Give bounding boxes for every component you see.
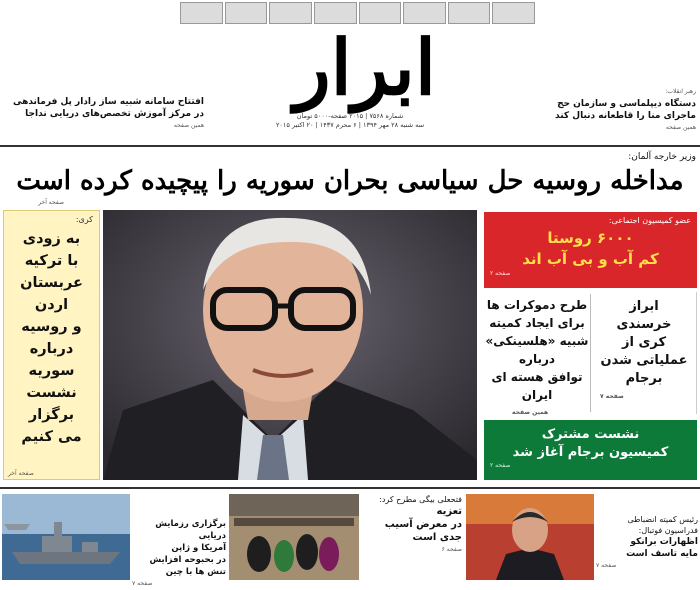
box-line: سوریه [28, 363, 75, 379]
page-ref: صفحه آخر [8, 470, 34, 477]
masthead-cell [403, 2, 446, 24]
teaser-title: جدی است [412, 532, 462, 543]
teaser-title: آمریکا و ژاپن [171, 543, 226, 553]
teaser-line: عملیاتی شدن [600, 353, 688, 368]
teaser-title: افتتاح سامانه شبیه ساز رادار پل فرماندهی [12, 97, 204, 107]
masthead-cell [225, 2, 268, 24]
teaser-line: ابراز [629, 299, 659, 314]
kerry-box[interactable] [3, 210, 100, 480]
main-headline[interactable]: مداخله روسیه حل سیاسی بحران سوریه را پیچیده کرده است [16, 166, 684, 196]
barjam-commission-box[interactable] [484, 420, 697, 480]
box-kicker: کری: [75, 215, 93, 224]
masthead-strip [180, 2, 535, 24]
issue-date: سه شنبه ۲۸ مهر ۱۳۹۴ | ۶ محرم ۱۴۳۷ | ۲۰ اکتبر ۲۰۱۵ [275, 121, 425, 129]
page-ref: صفحه ۲ [490, 270, 511, 277]
page-ref: همین صفحه [512, 409, 549, 416]
issue-info [255, 112, 445, 130]
box-title: کمیسیون برجام آغاز شد [512, 445, 669, 460]
naval-drill-teaser[interactable] [132, 518, 226, 590]
page-ref: همین صفحه [665, 124, 696, 131]
box-line: اردن [34, 297, 69, 313]
page-ref: صفحه ۷ [596, 562, 617, 569]
villages-box[interactable] [484, 212, 697, 288]
box-line: به زودی [22, 231, 81, 247]
warship-photo[interactable] [2, 494, 130, 580]
branko-illustration [466, 494, 594, 580]
teaser-title: در مرکز آموزش تخصص‌های دریایی نداجا [25, 109, 204, 119]
box-line: می کنیم [21, 429, 82, 445]
teaser-title: تعزیه [436, 506, 462, 517]
teaser-line: کری از [621, 335, 667, 350]
warship-illustration [2, 494, 130, 580]
divider [0, 487, 700, 489]
teaser-kicker: رئیس کمیته انضباطی [627, 515, 698, 524]
headline-kicker: وزیر خارجه آلمان: [628, 152, 696, 162]
teaser-title: اظهارات برانکو [630, 537, 698, 547]
teaser-title: برگزاری رزمایش دریایی [155, 519, 226, 541]
box-title: ۶۰۰۰ روستا [547, 229, 634, 247]
portrait-photo[interactable] [103, 210, 477, 480]
teaser-title: ماجرای منا را قاطعانه دنبال کند [555, 111, 696, 121]
column-divider [590, 294, 591, 412]
box-body [10, 228, 93, 448]
teaser-line: طرح دموکرات ها [486, 298, 588, 312]
teaser-kicker: فدراسیون فوتبال: [638, 526, 698, 535]
box-title: نشست مشترک [541, 427, 640, 442]
box-title: کم آب و بی آب اند [522, 250, 659, 268]
masthead-cell [269, 2, 312, 24]
masthead-cell [180, 2, 223, 24]
masthead-cell [448, 2, 491, 24]
page-ref: صفحه ۷ [132, 580, 153, 587]
teaser-title: در معرض آسیب [384, 519, 462, 530]
box-line: با ترکیه [24, 253, 79, 269]
teaser-kicker: فتحعلی بیگی مطرح کرد: [379, 495, 462, 504]
box-line: برگزار [28, 407, 75, 423]
portrait-illustration [103, 210, 477, 480]
box-kicker: عضو کمیسیون اجتماعی: [608, 216, 691, 225]
masthead-cell [492, 2, 535, 24]
masthead-cell [359, 2, 402, 24]
teaser-line: برای ایجاد کمیته [489, 316, 585, 330]
page-ref: همین صفحه [173, 122, 204, 129]
newspaper-logo: ابرار [293, 23, 437, 112]
teaser-title: دستگاه دیپلماسی و سازمان حج [557, 99, 696, 109]
issue-number: شماره ۷۵۶۸ | ۲۰۱۵ صفحه-۵۰۰۰ تومان [296, 112, 404, 120]
page-ref: صفحه ۷ [600, 393, 624, 400]
page-ref: صفحه ۶ [441, 546, 462, 553]
teaser-line: برجام [625, 371, 663, 386]
teaser-line: درباره [518, 352, 556, 366]
teaser-line: شبیه «هلسینکی» [485, 334, 589, 348]
kerry-satisfaction-teaser[interactable] [592, 292, 697, 414]
top-right-teaser[interactable] [520, 86, 696, 134]
page-ref: صفحه ۲ [490, 462, 511, 469]
taziyeh-teaser[interactable] [362, 494, 462, 555]
teaser-title: مایه تاسف است [626, 549, 698, 559]
teaser-kicker: رهبر انقلاب: [665, 88, 696, 95]
teaser-title: تنش ها با چین [165, 567, 226, 577]
masthead-cell [314, 2, 357, 24]
box-line: درباره [29, 341, 74, 357]
divider [0, 145, 700, 147]
page-ref: صفحه آخر [38, 199, 64, 206]
teaser-line: توافق هسته ای [491, 370, 583, 384]
teaser-line: خرسندی [616, 317, 672, 332]
democrats-teaser[interactable] [484, 292, 590, 414]
branko-photo[interactable] [466, 494, 594, 580]
top-left-teaser[interactable] [4, 96, 204, 132]
teaser-title: در بحبوحه افزایش [149, 555, 226, 565]
taziyeh-photo[interactable] [229, 494, 359, 580]
teaser-line: ایران [521, 388, 553, 402]
taziyeh-illustration [229, 494, 359, 580]
branko-teaser[interactable] [596, 514, 698, 571]
box-line: نشست [26, 385, 77, 401]
box-line: عربستان [20, 275, 83, 291]
box-line: و روسیه [21, 319, 82, 335]
